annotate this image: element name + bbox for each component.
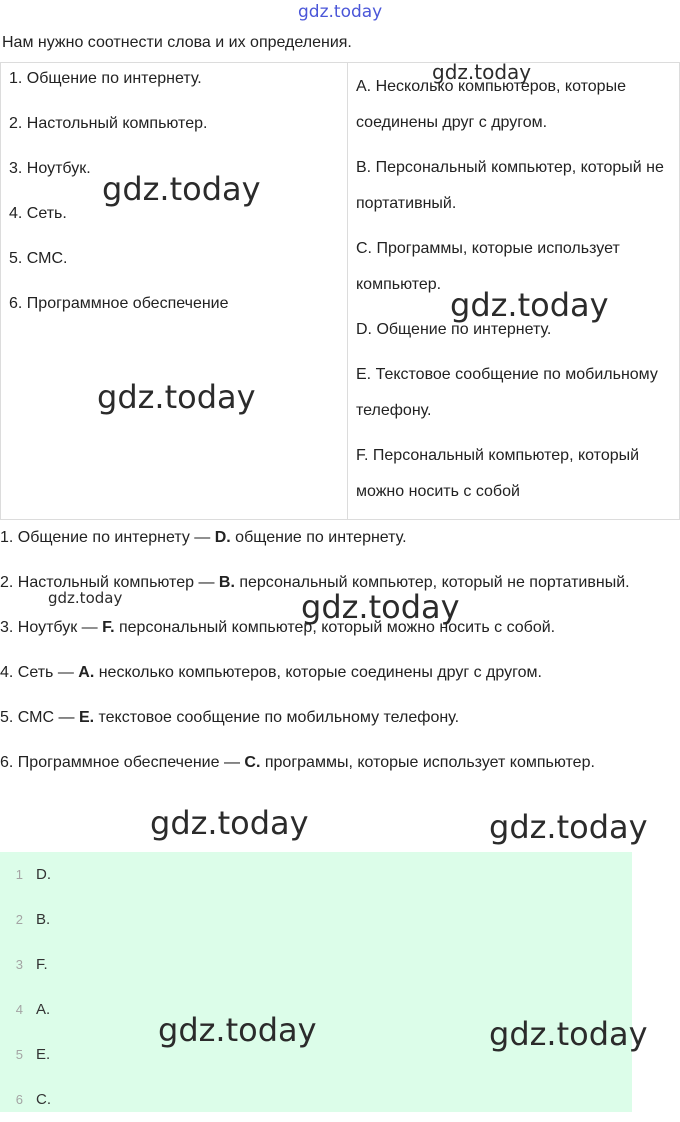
key-value: A.: [36, 1001, 51, 1018]
key-value: E.: [36, 1046, 51, 1063]
answer-term: 2. Настольный компьютер —: [0, 574, 219, 591]
key-row: [0, 1077, 632, 1122]
answer-line: [0, 565, 680, 601]
watermark-top: gdz.today: [298, 2, 383, 22]
key-row: [0, 942, 632, 987]
watermark: gdz.today: [150, 804, 309, 842]
key-number: 4: [15, 1002, 23, 1017]
answer-term: 6. Программное обеспечение —: [0, 754, 245, 771]
answer-definition: персональный компьютер, который не портативный.: [234, 574, 630, 591]
definition-item: F. Персональный компьютер, который можно носить с собой: [356, 447, 640, 500]
watermark: gdz.today: [301, 588, 460, 626]
term-item: 5. СМС.: [9, 250, 68, 267]
key-value: B.: [36, 911, 51, 928]
term-item: 2. Настольный компьютер.: [9, 115, 208, 132]
matching-table: [0, 62, 680, 520]
key-number: 2: [15, 912, 23, 927]
answer-letter: B.: [218, 574, 235, 591]
key-value: C.: [36, 1091, 51, 1108]
answer-definition: текстовое сообщение по мобильному телефону.: [94, 709, 460, 726]
term-item: 3. Ноутбук.: [9, 160, 91, 177]
key-row: [0, 897, 632, 942]
key-number: 1: [15, 867, 23, 882]
definition-item: E. Текстовое сообщение по мобильному телефону.: [356, 366, 658, 419]
key-number: 3: [15, 957, 23, 972]
answer-line: [0, 700, 680, 736]
answer-line: [0, 655, 680, 691]
watermark: gdz.today: [489, 1015, 648, 1053]
key-number: 5: [15, 1047, 23, 1062]
definition-item: D. Общение по интернету.: [356, 321, 552, 338]
answer-letter: C.: [244, 754, 261, 771]
definition-item: B. Персональный компьютер, который не портативный.: [356, 159, 664, 212]
key-row: [0, 852, 632, 897]
key-number: 6: [15, 1092, 23, 1107]
answer-line: [0, 520, 680, 556]
watermark: gdz.today: [158, 1011, 317, 1049]
answer-definition: программы, которые использует компьютер.: [260, 754, 595, 771]
answer-definition: персональный компьютер, который можно носить с собой.: [114, 619, 556, 636]
answer-line: [0, 610, 680, 646]
answers-list: [0, 520, 680, 790]
watermark: gdz.today: [102, 170, 261, 208]
watermark: gdz.today: [432, 60, 532, 84]
answer-key: [0, 852, 632, 1112]
watermark: gdz.today: [97, 378, 256, 416]
term-item: 1. Общение по интернету.: [9, 70, 202, 87]
answer-letter: A.: [78, 664, 95, 681]
watermark: gdz.today: [450, 286, 609, 324]
answer-term: 1. Общение по интернету —: [0, 529, 215, 546]
term-item: 6. Программное обеспечение: [9, 295, 229, 312]
answer-term: 5. СМС —: [0, 709, 79, 726]
answer-letter: F.: [102, 619, 115, 636]
answer-definition: несколько компьютеров, которые соединены друг с другом.: [94, 664, 542, 681]
answer-term: 3. Ноутбук —: [0, 619, 103, 636]
definition-item: C. Программы, которые использует компьютер.: [356, 240, 620, 293]
watermark: gdz.today: [489, 808, 648, 846]
answer-line: [0, 745, 680, 781]
answer-letter: D.: [214, 529, 231, 546]
watermark: gdz.today: [48, 589, 123, 607]
answer-definition: общение по интернету.: [230, 529, 407, 546]
definitions-column: [348, 63, 680, 520]
key-value: D.: [36, 866, 51, 883]
key-value: F.: [36, 956, 48, 973]
intro-text: Нам нужно соотнести слова и их определения.: [2, 34, 352, 51]
answer-letter: E.: [78, 709, 95, 726]
answer-term: 4. Сеть —: [0, 664, 79, 681]
term-item: 4. Сеть.: [9, 205, 67, 222]
terms-column: [1, 63, 348, 520]
definition-item: A. Несколько компьютеров, которые соединены друг с другом.: [356, 78, 626, 131]
